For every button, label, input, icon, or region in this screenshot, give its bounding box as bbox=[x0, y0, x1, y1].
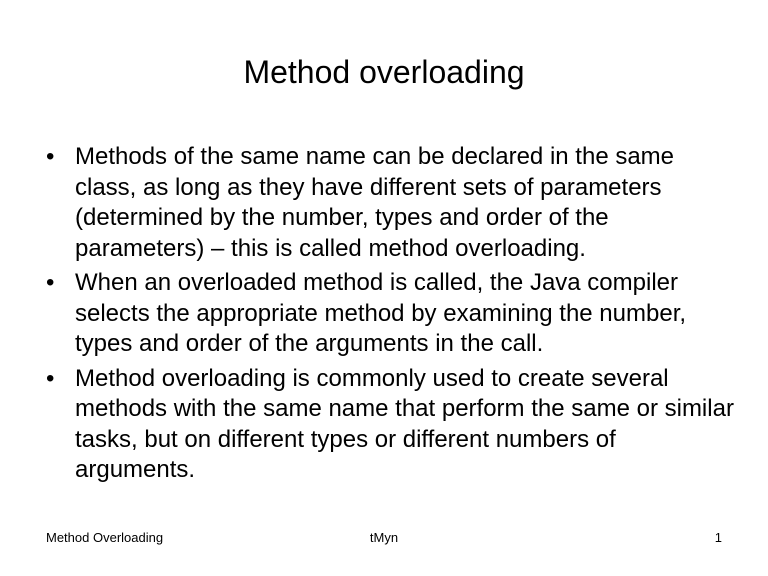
bullet-symbol: • bbox=[46, 143, 55, 170]
bullet-text: Methods of the same name can be declared in the same class, as long as they have different sets of parameters (determined by the number, types and order of the parameters) – this is called method overloading. bbox=[75, 143, 675, 262]
slide-title: Method overloading bbox=[243, 54, 525, 90]
bullet-symbol: • bbox=[46, 269, 55, 296]
bullet-symbol: • bbox=[46, 364, 55, 392]
bullet-list bbox=[46, 142, 736, 490]
footer-title: Method Overloading bbox=[46, 530, 164, 545]
bullet-text: Method overloading is commonly used to create several methods with the same name that perform the same or similar tasks, but on different types or different numbers of arguments. bbox=[75, 364, 734, 483]
bullet-item bbox=[46, 364, 736, 486]
footer-page-number: 1 bbox=[714, 530, 722, 545]
bullet-text: When an overloaded method is called, the Java compiler selects the appropriate method by examining the number, types and order of the arguments in the call. bbox=[75, 269, 687, 357]
bullet-item bbox=[46, 142, 736, 264]
bullet-item bbox=[46, 268, 736, 360]
footer-author: tMyn bbox=[369, 530, 399, 545]
